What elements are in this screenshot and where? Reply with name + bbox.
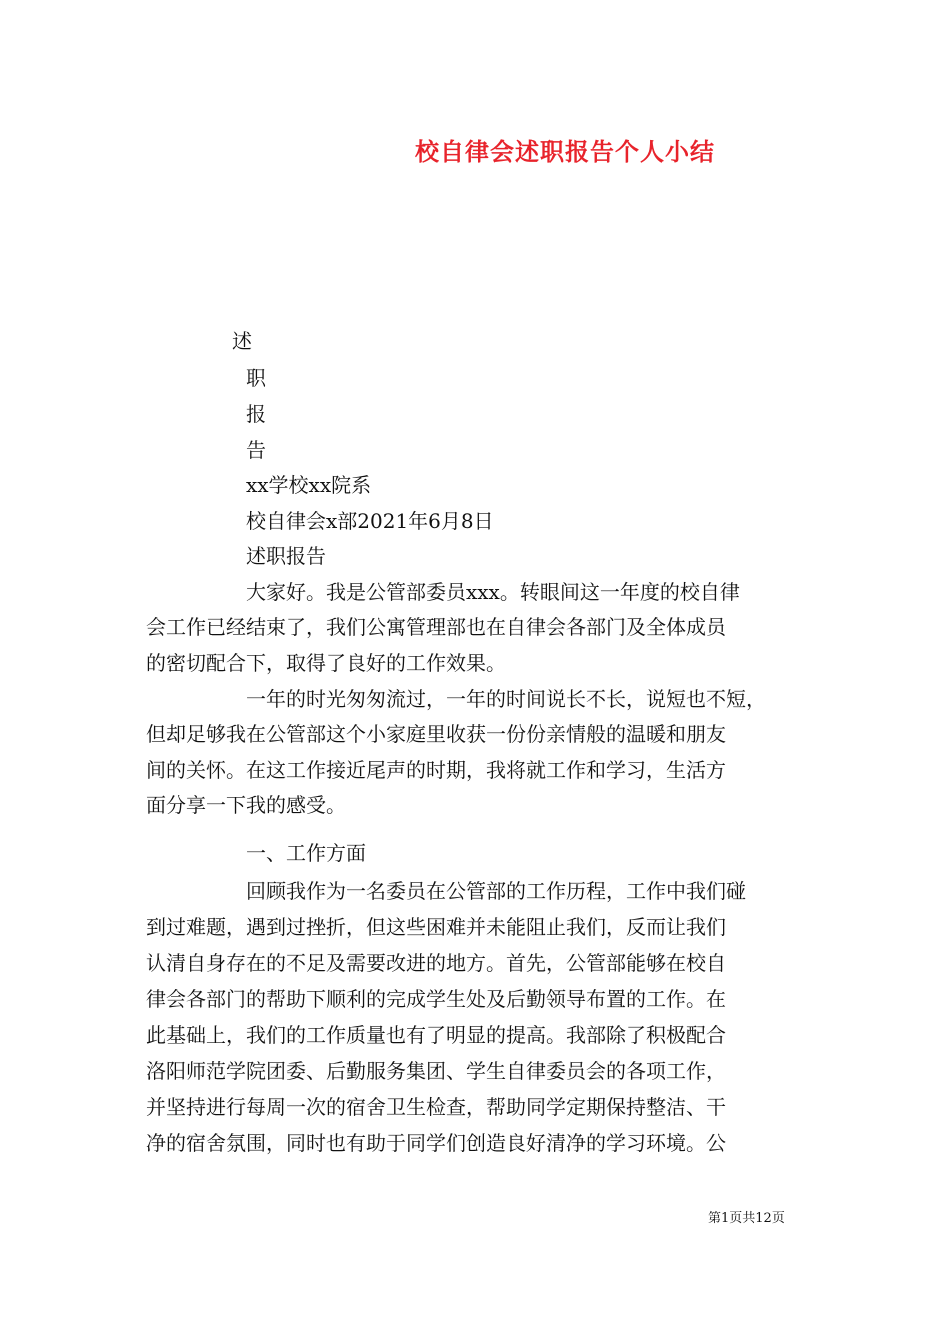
paragraph-line: 认清自身存在的不足及需要改进的地方。首先，公管部能够在校自: [146, 951, 726, 975]
school-line: xx学校xx院系: [246, 473, 372, 497]
paragraph-line: 洛阳师范学院团委、后勤服务集团、学生自律委员会的各项工作，: [146, 1059, 726, 1083]
paragraph-line: 的密切配合下，取得了良好的工作效果。: [146, 651, 506, 675]
vertical-heading-char: 报: [246, 402, 266, 426]
paragraph-line: 净的宿舍氛围，同时也有助于同学们创造良好清净的学习环境。公: [146, 1131, 726, 1155]
paragraph-line: 到过难题，遇到过挫折，但这些困难并未能阻止我们，反而让我们: [146, 915, 726, 939]
paragraph-line: 并坚持进行每周一次的宿舍卫生检查，帮助同学定期保持整洁、干: [146, 1095, 726, 1119]
document-title: 校自律会述职报告个人小结: [415, 137, 715, 166]
paragraph-line: 大家好。我是公管部委员xxx。转眼间这一年度的校自律: [246, 580, 740, 604]
report-label: 述职报告: [246, 544, 326, 568]
paragraph-line: 间的关怀。在这工作接近尾声的时期，我将就工作和学习，生活方: [146, 758, 726, 782]
vertical-heading-char: 告: [246, 438, 266, 462]
paragraph-line: 面分享一下我的感受。: [146, 793, 346, 817]
paragraph-line: 律会各部门的帮助下顺利的完成学生处及后勤领导布置的工作。在: [146, 987, 726, 1011]
paragraph-line: 一年的时光匆匆流过，一年的时间说长不长，说短也不短，: [246, 687, 766, 711]
vertical-heading-char: 述: [232, 329, 252, 353]
section-heading: 一、工作方面: [246, 841, 366, 865]
paragraph-line: 但却足够我在公管部这个小家庭里收获一份份亲情般的温暖和朋友: [146, 722, 726, 746]
page-number-footer: 第1页共12页: [708, 1211, 785, 1226]
paragraph-line: 会工作已经结束了，我们公寓管理部也在自律会各部门及全体成员: [146, 615, 726, 639]
paragraph-line: 回顾我作为一名委员在公管部的工作历程，工作中我们碰: [246, 879, 746, 903]
paragraph-line: 此基础上，我们的工作质量也有了明显的提高。我部除了积极配合: [146, 1023, 726, 1047]
vertical-heading-char: 职: [246, 366, 266, 390]
department-date-line: 校自律会x部2021年6月8日: [246, 509, 494, 533]
